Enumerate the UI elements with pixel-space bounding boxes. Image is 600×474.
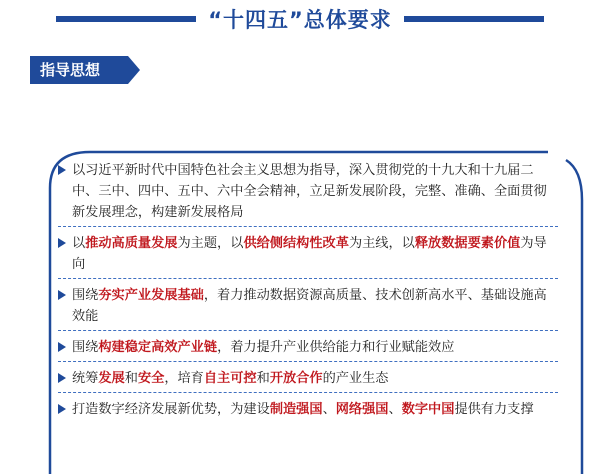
item-text: 打造数字经济发展新优势，为建设 <box>72 402 270 417</box>
triangle-bullet-icon <box>58 238 66 248</box>
item-text: ，培育 <box>164 371 204 386</box>
guidance-list <box>58 160 558 420</box>
highlight-text: 发展 <box>98 371 125 386</box>
triangle-bullet-icon <box>58 290 66 300</box>
dashed-divider <box>58 226 558 227</box>
dashed-divider <box>58 392 558 393</box>
item-text: 和 <box>256 371 270 386</box>
dashed-divider <box>58 330 558 331</box>
triangle-bullet-icon <box>58 373 66 383</box>
item-text: ，着力推动数据资源高质量、技术创新高水平、基础设施高效能 <box>72 288 547 324</box>
dashed-divider <box>58 278 558 279</box>
item-text: 为主题，以 <box>177 236 244 251</box>
item-text: 以习近平新时代中国特色社会主义思想为指导，深入贯彻党的十九大和十九届二中、三中、四中、五中、六中全会精神，立足新发展阶段，完整、准确、全面贯彻新发展理念，构建新发展格局 <box>72 163 547 220</box>
item-text: 、 <box>388 402 402 417</box>
title-bar-left <box>56 16 196 22</box>
list-item <box>58 285 558 327</box>
item-text: 的产业生态 <box>322 371 389 386</box>
highlight-text: 自主可控 <box>203 371 257 386</box>
highlight-text: 数字中国 <box>401 402 455 417</box>
highlight-text: 网络强国 <box>335 402 389 417</box>
section-tag <box>30 56 142 84</box>
highlight-text: 夯实产业发展基础 <box>98 288 204 303</box>
item-text: 和 <box>124 371 138 386</box>
list-item <box>58 337 558 358</box>
list-item <box>58 399 558 420</box>
triangle-bullet-icon <box>58 404 66 414</box>
item-text: 提供有力支撑 <box>454 402 534 417</box>
item-text: 围绕 <box>72 340 99 355</box>
dashed-divider <box>58 361 558 362</box>
triangle-bullet-icon <box>58 165 66 175</box>
highlight-text: 安全 <box>137 371 165 386</box>
title-bar-right <box>404 16 544 22</box>
highlight-text: 制造强国 <box>269 402 323 417</box>
page-header <box>0 4 600 34</box>
highlight-text: 开放合作 <box>269 371 323 386</box>
item-text: 统筹 <box>72 371 99 386</box>
list-item <box>58 233 558 275</box>
highlight-text: 供给侧结构性改革 <box>243 236 349 251</box>
item-text: 以 <box>72 236 86 251</box>
highlight-text: 释放数据要素价值 <box>414 236 521 251</box>
list-item <box>58 368 558 389</box>
page-title: “十四五”总体要求 <box>208 8 392 32</box>
item-text: 为导向 <box>72 236 547 272</box>
item-text: 、 <box>322 402 336 417</box>
list-item <box>58 160 558 223</box>
section-tag-label: 指导思想 <box>40 61 101 79</box>
triangle-bullet-icon <box>58 342 66 352</box>
item-text: 围绕 <box>72 288 99 303</box>
item-text: 为主线，以 <box>348 236 415 251</box>
item-text: ，着力提升产业供给能力和行业赋能效应 <box>217 340 455 355</box>
highlight-text: 推动高质量发展 <box>85 236 178 251</box>
highlight-text: 构建稳定高效产业链 <box>98 340 218 355</box>
